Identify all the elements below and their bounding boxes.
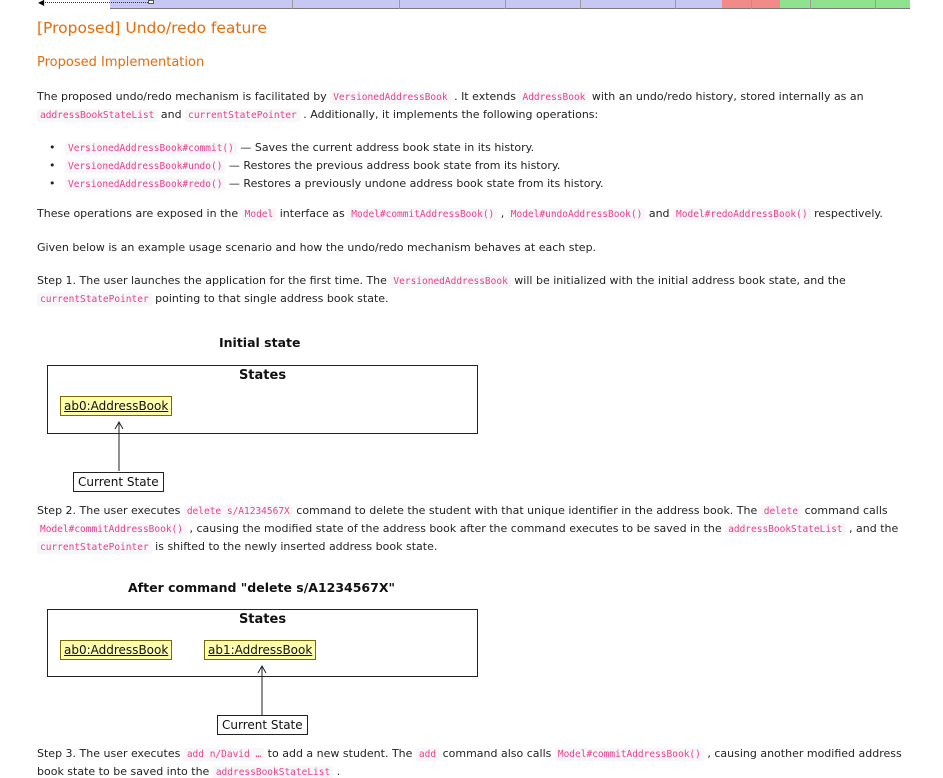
ab0-node: ab0:AddressBook [60, 396, 172, 416]
code-statelist: addressBookStateList [37, 109, 157, 122]
operations-list [49, 139, 603, 193]
strip-segment-green [780, 0, 910, 9]
list-item: • VersionedAddressBook#commit() — Saves the current address book state in its history. [49, 139, 603, 157]
list-item: • VersionedAddressBook#undo() — Restores the previous address book state from its history. [49, 157, 603, 175]
strip-segment-violet [110, 0, 722, 9]
arrow-up-icon [110, 420, 130, 472]
step3-paragraph: Step 3. The user executes add n/David … to add a new student. The add command also calls Model#commitAddressBook() , causing another modified address book state to be saved into the addressBookStateList . [37, 747, 902, 778]
current-state-node: Current State [73, 472, 164, 492]
subsection-title: Proposed Implementation [37, 55, 205, 70]
intro-paragraph: The proposed undo/redo mechanism is facilitated by VersionedAddressBook . It extends AddressBook with an undo/redo history, stored internally as an addressBookStateList and currentStatePointer . Additionally, it implements the following operations: [37, 90, 864, 121]
states-label: States [238, 368, 287, 383]
ab0-node: ab0:AddressBook [60, 640, 172, 660]
section-title: [Proposed] Undo/redo feature [37, 19, 267, 37]
step2-paragraph: Step 2. The user executes delete s/A1234567X command to delete the student with that unique identifier in the address book. The delete command calls Model#commitAddressBook() , causing the modified state of the address book after the command executes to be saved in the addressBookStateList , and the currentStatePointer is shifted to the newly inserted address book state. [37, 504, 899, 553]
diagram1-title: Initial state [219, 335, 301, 350]
exposed-paragraph: These operations are exposed in the Model interface as Model#commitAddressBook() , Model#undoAddressBook() and Model#redoAddressBook() respectively. [37, 207, 883, 220]
current-state-node: Current State [217, 715, 308, 735]
diagram2-title: After command "delete s/A1234567X" [128, 580, 395, 595]
code-statepointer: currentStatePointer [185, 109, 300, 122]
list-item: • VersionedAddressBook#redo() — Restores a previously undone address book state from its history. [49, 175, 603, 193]
step1-paragraph: Step 1. The user launches the application for the first time. The VersionedAddressBook will be initialized with the initial address book state, and the currentStatePointer pointing to that single address book state. [37, 274, 846, 305]
code-addressbook: AddressBook [519, 91, 588, 104]
arrow-left-icon: ◀ [38, 0, 45, 7]
scenario-intro: Given below is an example usage scenario and how the undo/redo mechanism behaves at each step. [37, 241, 597, 254]
code-versionedaddressbook: VersionedAddressBook [330, 91, 450, 104]
previous-diagram-strip [0, 0, 943, 10]
dotted-arrow-line [40, 2, 150, 3]
states-label: States [238, 612, 287, 627]
arrow-up-icon [253, 664, 273, 716]
small-box [148, 0, 154, 4]
ab1-node: ab1:AddressBook [204, 640, 316, 660]
